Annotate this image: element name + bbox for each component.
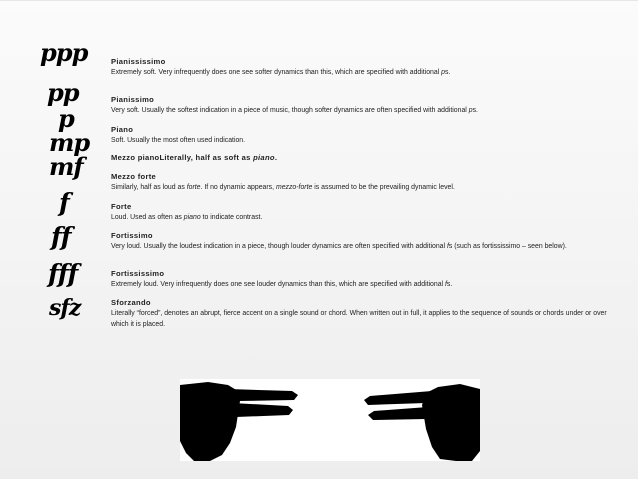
hands-silhouette-image	[180, 379, 480, 461]
entry-forte	[111, 201, 621, 223]
entry-pianissimo	[111, 94, 621, 116]
entry-pianississimo	[111, 56, 621, 78]
entry-sforzando	[111, 297, 621, 330]
symbol-sfz: sfz	[49, 295, 81, 321]
entry-description: Loud. Used as often as piano to indicate contrast.	[111, 214, 263, 221]
entry-term: Fortissimo	[111, 231, 153, 240]
entry-term: Mezzo forte	[111, 172, 157, 181]
entry-mezzo-forte	[111, 171, 621, 193]
entry-term: Fortississimo	[111, 269, 165, 278]
symbol-fff: fff	[48, 259, 78, 288]
entry-term: Forte	[111, 202, 132, 211]
entry-description: Very soft. Usually the softest indication in a piece of music, though softer dynamics are often specified with additional ps.	[111, 107, 478, 114]
entry-term: Mezzo pianoLiterally, half as soft as piano.	[111, 153, 278, 162]
symbol-f: f	[59, 188, 69, 217]
entry-piano	[111, 124, 621, 146]
entry-term: Sforzando	[111, 298, 151, 307]
entry-description: Extremely soft. Very infrequently does one see softer dynamics than this, which are specified with additional ps.	[111, 69, 451, 76]
symbol-mp: mp	[49, 128, 90, 157]
entry-description: Very loud. Usually the loudest indication in a piece, though louder dynamics are often specified with additional fs (such as fortississimo – seen below).	[111, 243, 567, 250]
entry-term: Pianissimo	[111, 95, 155, 104]
entry-description: Soft. Usually the most often used indication.	[111, 137, 246, 144]
entry-mezzo-piano	[111, 152, 621, 163]
symbol-p: p	[58, 104, 74, 133]
entry-term: Pianississimo	[111, 57, 166, 66]
entry-description: Similarly, half as loud as forte. If no dynamic appears, mezzo-forte is assumed to be the prevailing dynamic level.	[111, 184, 455, 191]
symbol-mf: mf	[49, 152, 83, 181]
entry-description: Extremely loud. Very infrequently does one see louder dynamics than this, which are specified with additional fs.	[111, 281, 453, 288]
symbol-pp: pp	[47, 78, 79, 107]
entry-fortississimo	[111, 268, 621, 290]
entry-description: Literally “forced”, denotes an abrupt, fierce accent on a single sound or chord. When written out in full, it applies to the sequence of sounds or chords under or over which it is placed.	[111, 310, 607, 328]
entry-fortissimo	[111, 230, 621, 252]
symbol-ff: ff	[51, 222, 71, 251]
symbol-ppp: ppp	[40, 38, 88, 67]
entry-term: Piano	[111, 125, 134, 134]
